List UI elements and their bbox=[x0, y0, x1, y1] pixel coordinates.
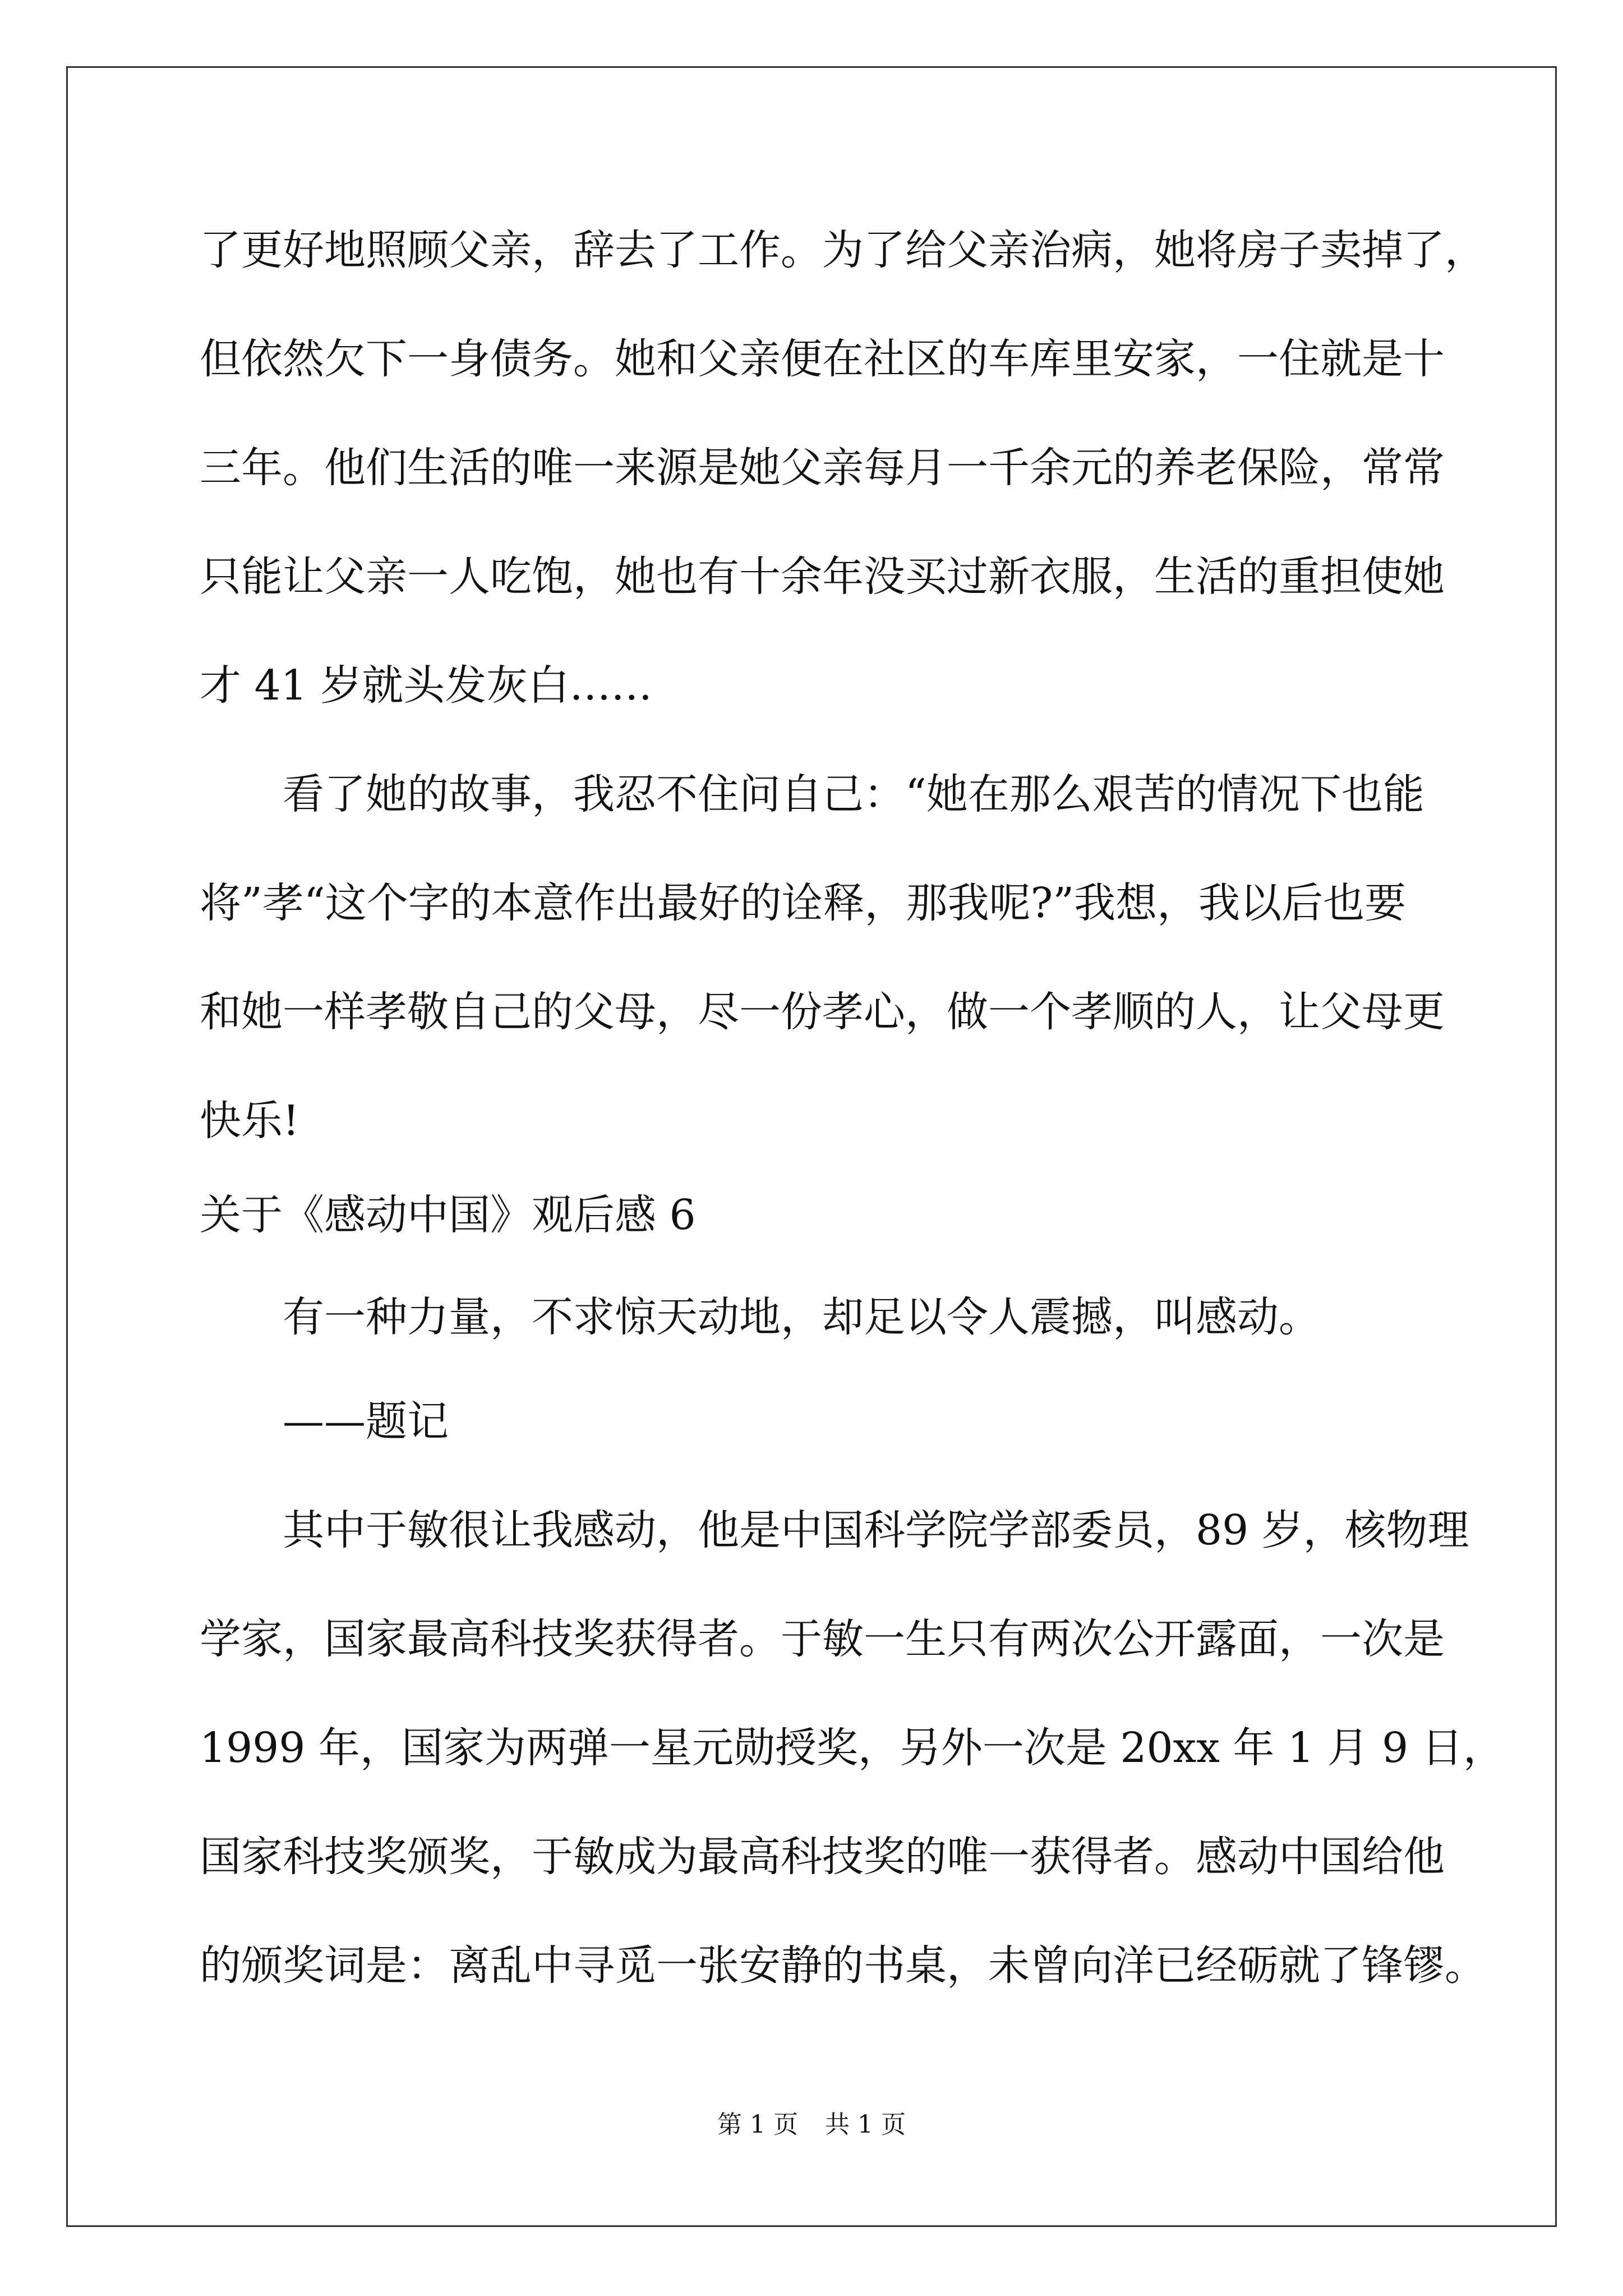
paragraph-line: 将”孝“这个字的本意作出最好的诠释，那我呢?”我想，我以后也要 bbox=[200, 879, 1407, 927]
paragraph-line: 三年。他们生活的唯一来源是她父亲每月一千余元的养老保险，常常 bbox=[200, 444, 1445, 492]
paragraph-line: 有一种力量，不求惊天动地，却足以令人震撼，叫感动。 bbox=[283, 1293, 1320, 1341]
paragraph-line: 只能让父亲一人吃饱，她也有十余年没买过新衣服，生活的重担使她 bbox=[200, 553, 1445, 601]
paragraph-line: 才 41 岁就头发灰白…… bbox=[200, 661, 653, 710]
page-number: 第 1 页 bbox=[717, 2110, 798, 2139]
paragraph-line: 国家科技奖颁奖，于敏成为最高科技奖的唯一获得者。感动中国给他 bbox=[200, 1833, 1445, 1881]
paragraph-line: 学家，国家最高科技奖获得者。于敏一生只有两次公开露面，一次是 bbox=[200, 1615, 1445, 1663]
paragraph-line: 其中于敏很让我感动，他是中国科学院学部委员，89 岁，核物理 bbox=[283, 1506, 1469, 1554]
paragraph-line: 快乐! bbox=[200, 1097, 299, 1145]
paragraph-line: 了更好地照顾父亲，辞去了工作。为了给父亲治病，她将房子卖掉了， bbox=[200, 226, 1486, 274]
paragraph-line: 看了她的故事，我忍不住问自己：“她在那么艰苦的情况下也能 bbox=[283, 770, 1424, 818]
page-footer bbox=[0, 2108, 1623, 2142]
paragraph-line: 但依然欠下一身债务。她和父亲便在社区的车库里安家，一住就是十 bbox=[200, 335, 1445, 383]
page-total: 共 1 页 bbox=[825, 2110, 906, 2139]
epigraph-attribution: ——题记 bbox=[283, 1397, 449, 1446]
paragraph-line: 和她一样孝敬自己的父母，尽一份孝心，做一个孝顺的人，让父母更 bbox=[200, 988, 1445, 1036]
paragraph-line: 1999 年，国家为两弹一星元勋授奖，另外一次是 20xx 年 1 月 9 日， bbox=[200, 1724, 1505, 1772]
paragraph-line: 的颁奖词是：离乱中寻觅一张安静的书桌，未曾向洋已经砺就了锋镠。 bbox=[200, 1941, 1486, 1990]
section-heading: 关于《感动中国》观后感 6 bbox=[200, 1191, 696, 1239]
